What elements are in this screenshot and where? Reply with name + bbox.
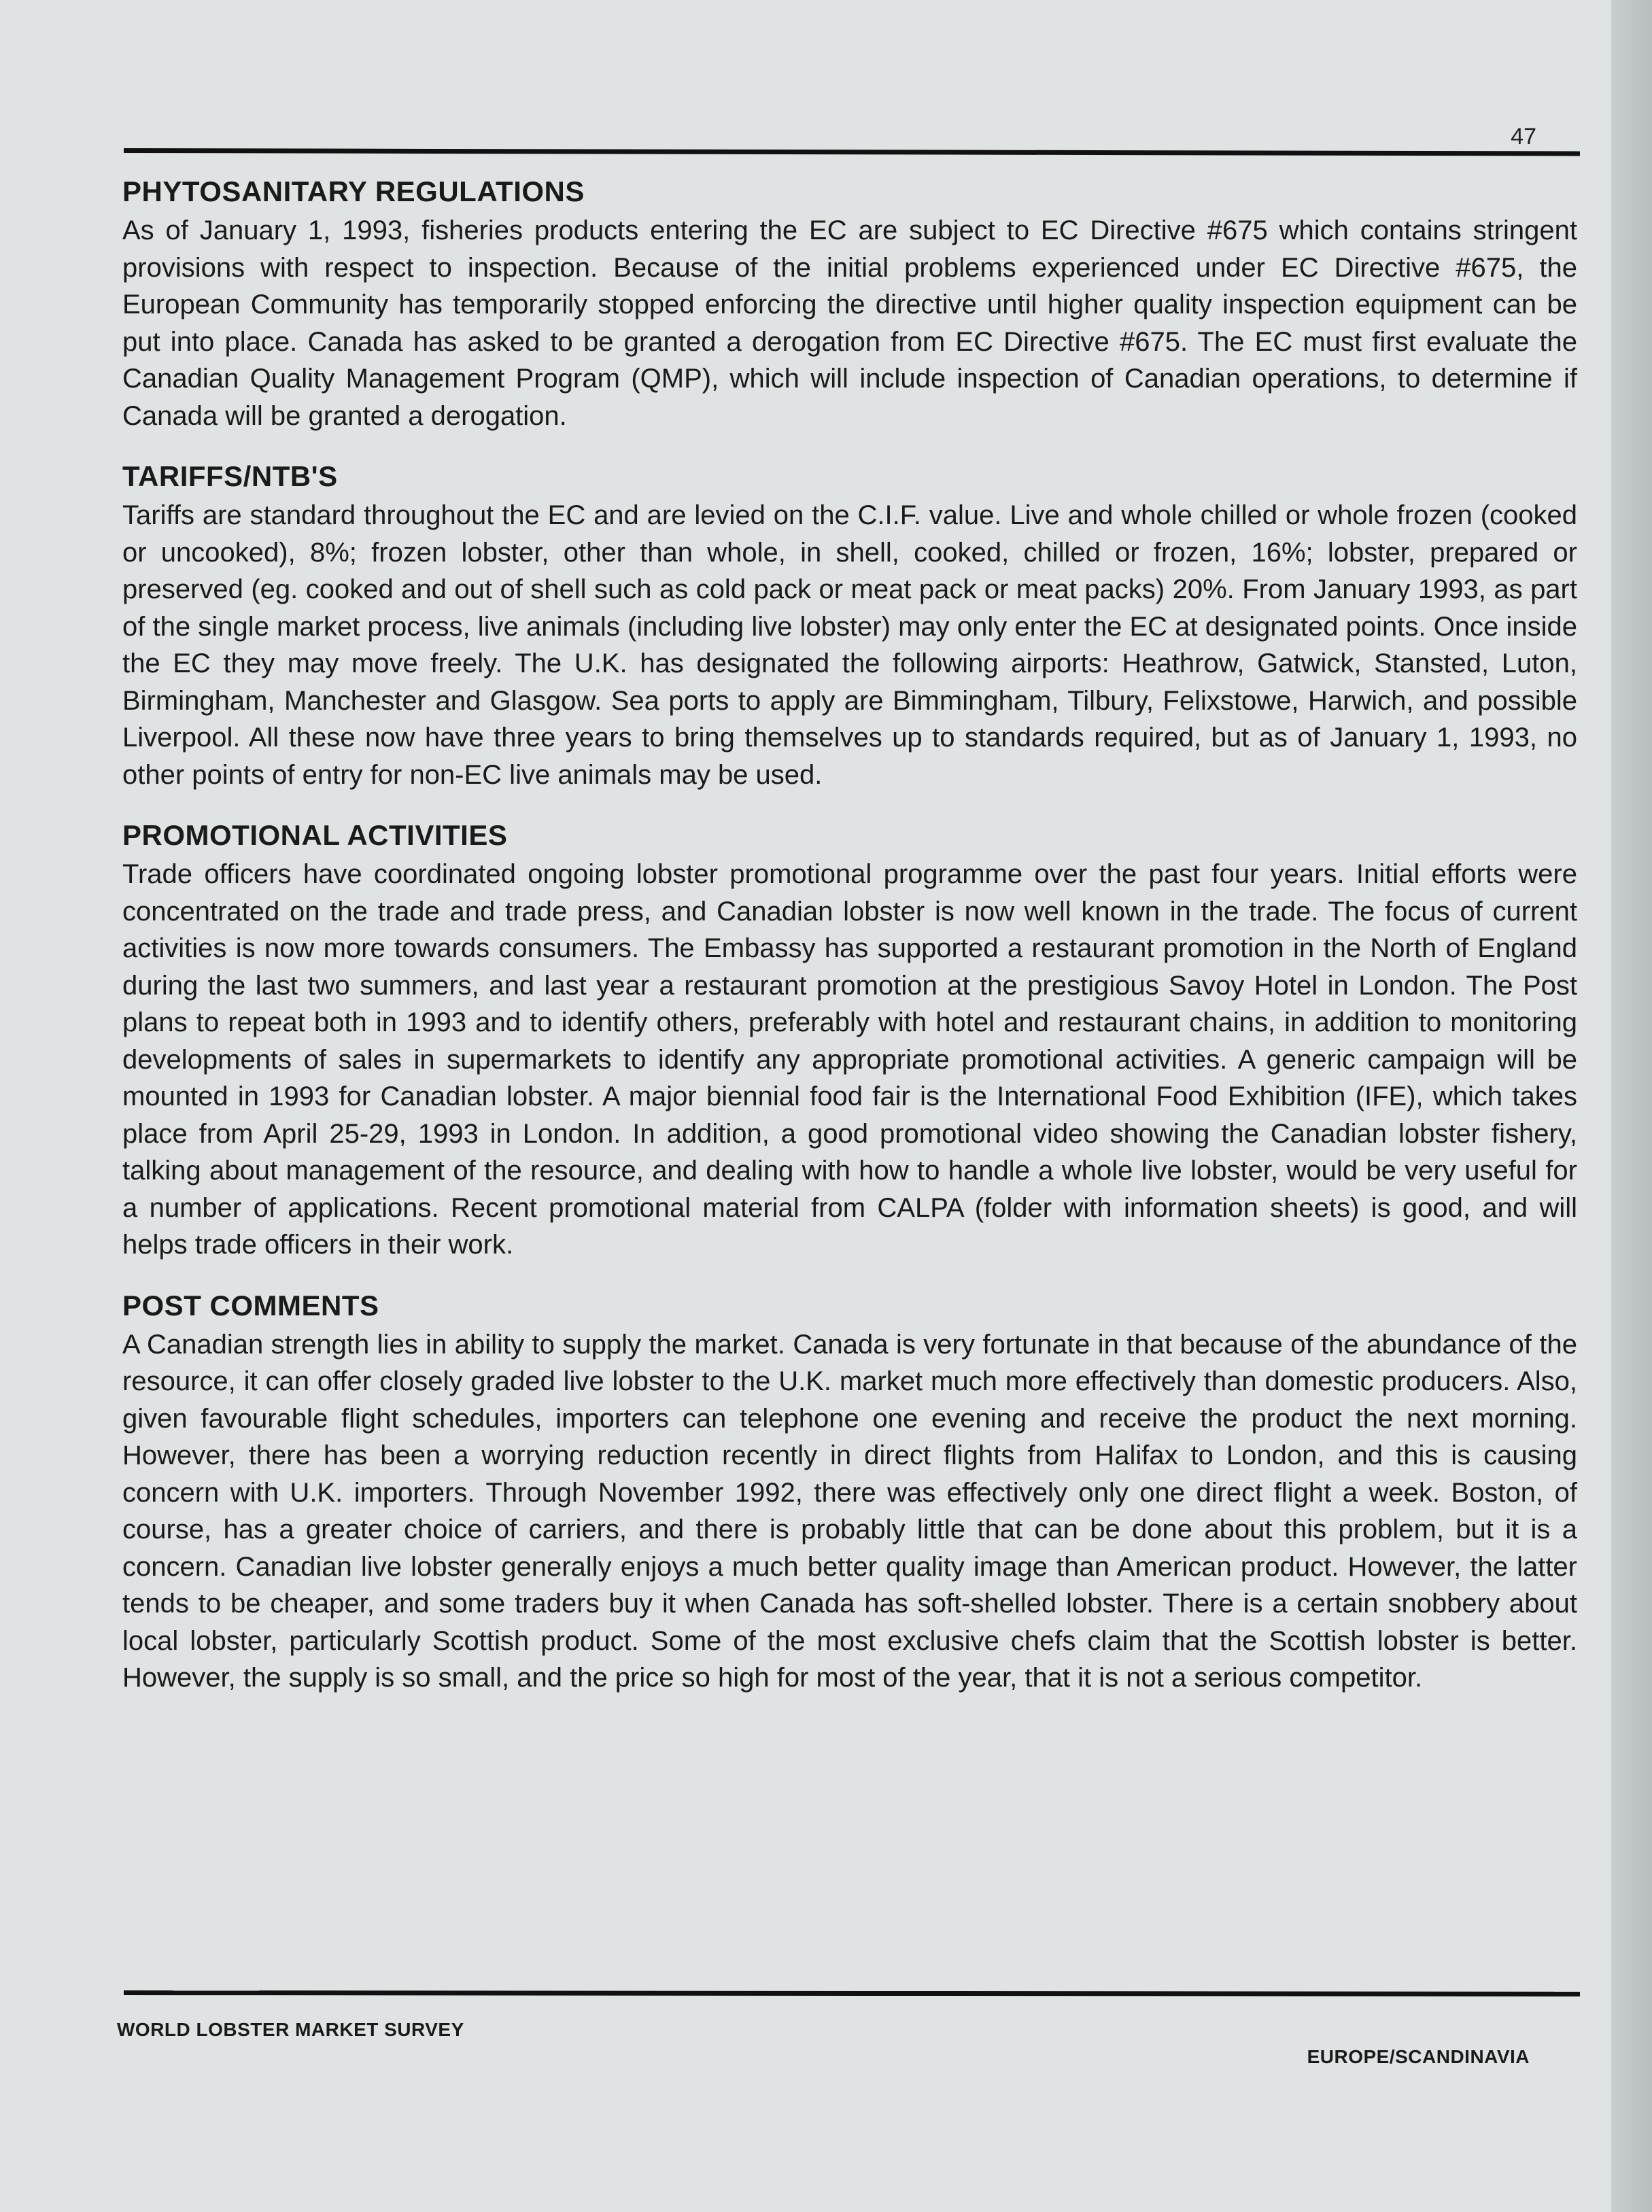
header-rule	[124, 148, 1580, 156]
section-heading: PROMOTIONAL ACTIVITIES	[122, 819, 508, 851]
section-promotional-activities	[122, 819, 1577, 1264]
section-body: Tariffs are standard throughout the EC and are levied on the C.I.F. value. Live and whole chilled or whole frozen (cooked or uncooked), 8%; frozen lobster, other than whole, in shell, cooked, chilled or frozen, 16%; lobster, prepared or preserved (eg. cooked and out of shell such as cold pack or meat pack or meat packs) 20%. From January 1993, as part of the single market process, live animals (including live lobster) may only enter the EC at designated points. Once inside the EC they may move freely. The U.K. has designated the following airports: Heathrow, Gatwick, Stansted, Luton, Birmingham, Manchester and Glasgow. Sea ports to apply are Bimmingham, Tilbury, Felixstowe, Harwich, and possible Liverpool. All these now have three years to bring themselves up to standards required, but as of January 1, 1993, no other points of entry for non-EC live animals may be used.	[122, 500, 1577, 790]
page-edge	[1611, 0, 1652, 2212]
footer-rule	[124, 1990, 1580, 1997]
section-heading: PHYTOSANITARY REGULATIONS	[122, 175, 585, 207]
section-tariffs-ntbs	[122, 460, 1577, 793]
section-body: As of January 1, 1993, fisheries products entering the EC are subject to EC Directive #675 which contains stringent provisions with respect to inspection. Because of the initial problems experienced under EC Directive #675, the European Community has temporarily stopped enforcing the directive until higher quality inspection equipment can be put into place. Canada has asked to be granted a derogation from EC Directive #675. The EC must first evaluate the Canadian Quality Management Program (QMP), which will include inspection of Canadian operations, to determine if Canada will be granted a derogation.	[122, 215, 1577, 431]
footer-publication-title: WORLD LOBSTER MARKET SURVEY	[117, 2019, 464, 2040]
section-phytosanitary-regulations	[122, 175, 1577, 434]
section-heading: TARIFFS/NTB'S	[122, 460, 338, 492]
section-post-comments	[122, 1290, 1577, 1697]
footer-region: EUROPE/SCANDINAVIA	[1307, 2046, 1530, 2067]
section-body: Trade officers have coordinated ongoing lobster promotional programme over the past four years. Initial efforts were concentrated on the trade and trade press, and Canadian lobster is now well known in the trade. The focus of current activities is now more towards consumers. The Embassy has supported a restaurant promotion in the North of England during the last two summers, and last year a restaurant promotion at the prestigious Savoy Hotel in London. The Post plans to repeat both in 1993 and to identify others, preferably with hotel and restaurant chains, in addition to monitoring developments of sales in supermarkets to identify any appropriate promotional activities. A generic campaign will be mounted in 1993 for Canadian lobster. A major biennial food fair is the International Food Exhibition (IFE), which takes place from April 25-29, 1993 in London. In addition, a good promotional video showing the Canadian lobster fishery, talking about management of the resource, and dealing with how to handle a whole live lobster, would be very useful for a number of applications. Recent promotional material from CALPA (folder with information sheets) is good, and will helps trade officers in their work.	[122, 859, 1577, 1260]
section-heading: POST COMMENTS	[122, 1289, 379, 1321]
page-number: 47	[1511, 124, 1536, 150]
page-content	[122, 175, 1577, 1723]
section-body: A Canadian strength lies in ability to supply the market. Canada is very fortunate in that because of the abundance of the resource, it can offer closely graded live lobster to the U.K. market much more effectively than domestic producers. Also, given favourable flight schedules, importers can telephone one evening and receive the product the next morning. However, there has been a worrying reduction recently in direct flights from Halifax to London, and this is causing concern with U.K. importers. Through November 1992, there was effectively only one direct flight a week. Boston, of course, has a greater choice of carriers, and there is probably little that can be done about this problem, but it is a concern. Canadian live lobster generally enjoys a much better quality image than American product. However, the latter tends to be cheaper, and some traders buy it when Canada has soft-shelled lobster. There is a certain snobbery about local lobster, particularly Scottish product. Some of the most exclusive chefs claim that the Scottish lobster is better. However, the supply is so small, and the price so high for most of the year, that it is not a serious competitor.	[122, 1329, 1577, 1693]
